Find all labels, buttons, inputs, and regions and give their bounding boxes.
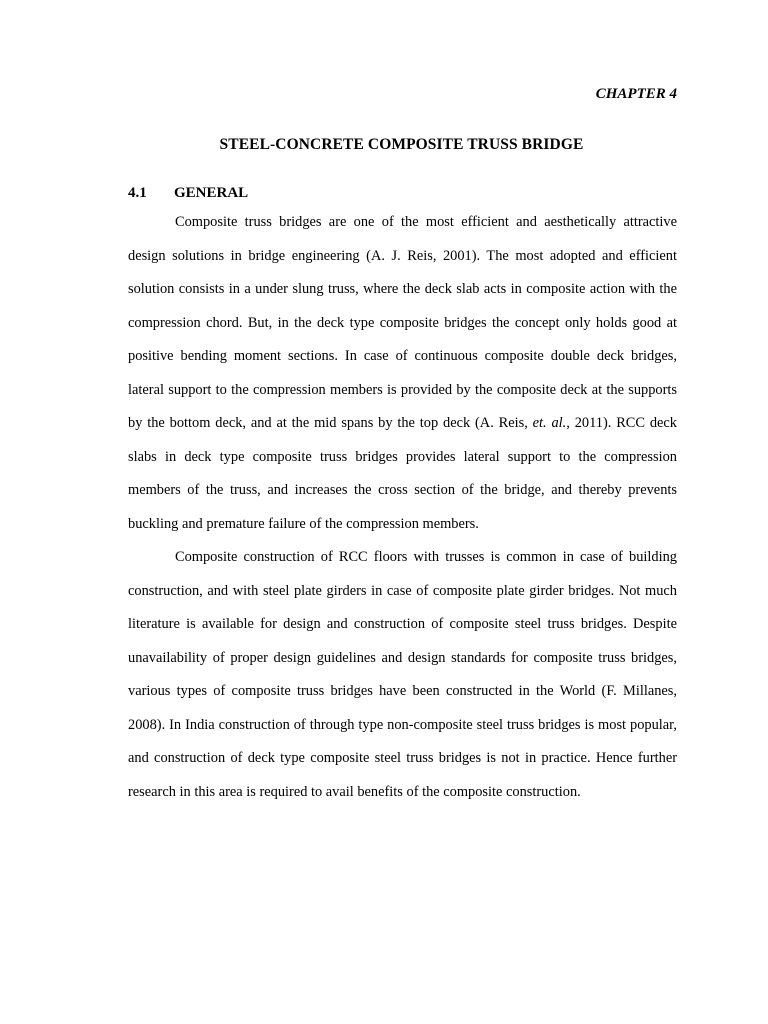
body-text [128, 206, 677, 809]
paragraph-1-text-b: 2011). RCC deck slabs in deck type composite truss bridges provides lateral support to the compression members of the truss, and increases the cross section of the bridge, and thereby prevents buckling and premature failure of the compression members. [128, 415, 677, 532]
paragraph-1-text-a: Composite truss bridges are one of the most efficient and aesthetically attractive design solutions in bridge engineering (A. J. Reis, 2001). The most adopted and efficient solution consists in a under slung truss, where the deck slab acts in composite action with the compression chord. But, in the deck type composite bridges the concept only holds good at positive bending moment sections. In case of continuous composite double deck bridges, lateral support to the compression members is provided by the composite deck at the supports by the bottom deck, and at the mid spans by the top deck (A. Reis, [128, 214, 677, 431]
section-number: 4.1 [128, 185, 147, 201]
paragraph-2: Composite construction of RCC floors with trusses is common in case of building construction, and with steel plate girders in case of composite plate girder bridges. Not much literature is available for design and construction of composite steel truss bridges. Despite unavailability of proper design guidelines and design standards for composite truss bridges, various types of composite truss bridges have been constructed in the World (F. Millanes, 2008). In India construction of through type non-composite steel truss bridges is most popular, and construction of deck type composite steel truss bridges is not in practice. Hence further research in this area is required to avail benefits of the composite construction. [128, 549, 677, 800]
chapter-label: CHAPTER 4 [595, 86, 677, 102]
paragraph-1 [128, 206, 677, 541]
paragraph-1-italic: et. al., [532, 415, 570, 431]
chapter-title: STEEL-CONCRETE COMPOSITE TRUSS BRIDGE [219, 136, 584, 153]
section-heading-text: GENERAL [174, 185, 249, 201]
section-heading [128, 184, 248, 202]
